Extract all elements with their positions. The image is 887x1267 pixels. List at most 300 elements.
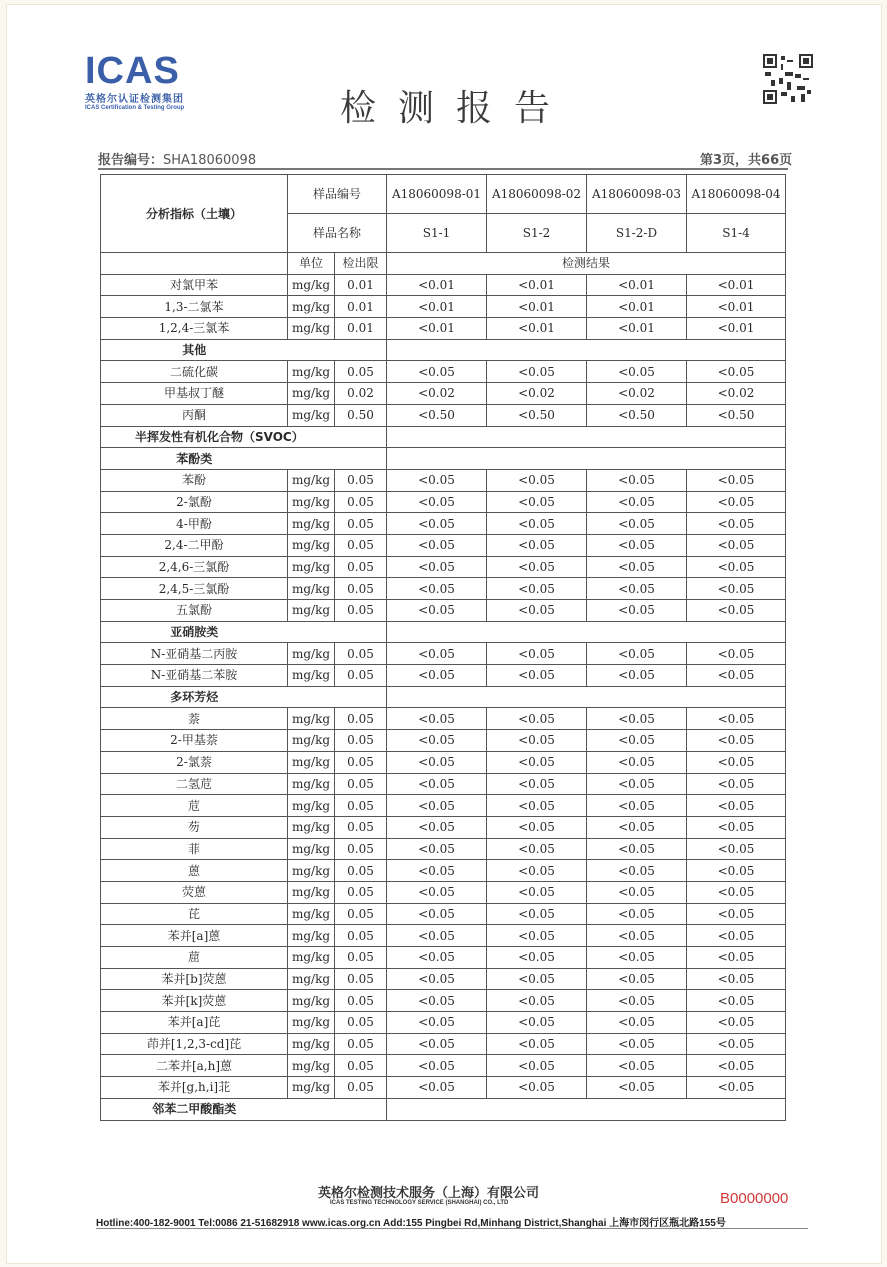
section-title: 其他 — [101, 339, 288, 361]
analyte-row — [101, 534, 786, 556]
analyte-name: 二硫化碳 — [101, 361, 288, 383]
analyte-name: 对氯甲苯 — [101, 274, 288, 296]
result-value: <0.05 — [387, 968, 487, 990]
result-value: <0.05 — [487, 1012, 587, 1034]
empty-cell — [288, 621, 335, 643]
analyte-row — [101, 556, 786, 578]
section-title: 多环芳烃 — [101, 686, 288, 708]
result-value: <0.50 — [487, 404, 587, 426]
result-value: <0.05 — [587, 990, 687, 1012]
result-value: <0.01 — [587, 296, 687, 318]
analyte-row — [101, 925, 786, 947]
analyte-name: 苊 — [101, 795, 288, 817]
result-value: <0.05 — [387, 513, 487, 535]
detection-limit: 0.05 — [335, 795, 387, 817]
result-value: <0.05 — [687, 925, 786, 947]
unit: mg/kg — [288, 751, 335, 773]
analyte-name: 五氯酚 — [101, 600, 288, 622]
page-indicator: 第3页，共66页 — [700, 153, 793, 168]
result-value: <0.05 — [387, 708, 487, 730]
section-row — [101, 621, 786, 643]
result-value: <0.05 — [387, 469, 487, 491]
result-value: <0.05 — [487, 534, 587, 556]
result-value: <0.05 — [387, 643, 487, 665]
unit: mg/kg — [288, 361, 335, 383]
empty-cell — [335, 448, 387, 470]
result-value: <0.05 — [687, 534, 786, 556]
detection-limit: 0.05 — [335, 881, 387, 903]
analyte-name: 2,4,6-三氯酚 — [101, 556, 288, 578]
result-value: <0.05 — [387, 838, 487, 860]
analyte-row — [101, 296, 786, 318]
unit: mg/kg — [288, 578, 335, 600]
result-value: <0.05 — [387, 773, 487, 795]
detection-limit: 0.01 — [335, 318, 387, 340]
detection-limit: 0.05 — [335, 643, 387, 665]
analyte-name: N-亚硝基二苯胺 — [101, 665, 288, 687]
result-value: <0.05 — [487, 795, 587, 817]
detection-limit: 0.05 — [335, 816, 387, 838]
result-value: <0.05 — [587, 513, 687, 535]
detection-limit: 0.05 — [335, 491, 387, 513]
contact-info: Hotline:400-182-9001 Tel:0086 21-51682918 www.icas.org.cn Add:155 Pingbei Rd,Minhang District,Shanghai 上海市闵行区瓶北路155号 — [96, 1218, 726, 1229]
serial-number: B0000000 — [720, 1190, 789, 1207]
analyte-name: 苯酚 — [101, 469, 288, 491]
analyte-row — [101, 795, 786, 817]
unit: mg/kg — [288, 404, 335, 426]
result-value: <0.05 — [587, 600, 687, 622]
result-value: <0.05 — [587, 751, 687, 773]
result-value: <0.05 — [687, 665, 786, 687]
logo-chinese-name: 英格尔认证检测集团 — [85, 94, 184, 105]
result-value: <0.05 — [687, 1033, 786, 1055]
result-value: <0.05 — [587, 773, 687, 795]
result-value: <0.05 — [387, 730, 487, 752]
result-value: <0.01 — [687, 318, 786, 340]
result-value: <0.05 — [487, 881, 587, 903]
detection-limit: 0.50 — [335, 404, 387, 426]
analyte-name: 2,4-二甲酚 — [101, 534, 288, 556]
analyte-row — [101, 1012, 786, 1034]
unit: mg/kg — [288, 491, 335, 513]
result-value: <0.05 — [387, 881, 487, 903]
empty-cell — [288, 339, 335, 361]
empty-cell — [387, 621, 786, 643]
detection-limit: 0.05 — [335, 947, 387, 969]
result-value: <0.05 — [687, 643, 786, 665]
analyte-name: 2-氯萘 — [101, 751, 288, 773]
result-value: <0.05 — [487, 361, 587, 383]
sample-id: A18060098-02 — [487, 175, 587, 214]
result-value: <0.01 — [687, 296, 786, 318]
section-row — [101, 686, 786, 708]
company-name-cn: 英格尔检测技术服务（上海）有限公司 — [318, 1186, 540, 1201]
detection-limit: 0.05 — [335, 838, 387, 860]
empty-cell — [288, 448, 335, 470]
analyte-row — [101, 903, 786, 925]
unit: mg/kg — [288, 838, 335, 860]
result-value: <0.05 — [387, 925, 487, 947]
logo-english-name: ICAS Certification & Testing Group — [85, 105, 185, 111]
unit: mg/kg — [288, 274, 335, 296]
result-value: <0.05 — [487, 838, 587, 860]
result-value: <0.05 — [387, 491, 487, 513]
result-value: <0.05 — [387, 751, 487, 773]
unit: mg/kg — [288, 296, 335, 318]
result-value: <0.05 — [387, 556, 487, 578]
unit: mg/kg — [288, 469, 335, 491]
unit: mg/kg — [288, 665, 335, 687]
result-value: <0.05 — [487, 513, 587, 535]
detection-limit: 0.05 — [335, 773, 387, 795]
result-value: <0.05 — [587, 860, 687, 882]
empty-cell — [387, 686, 786, 708]
detection-limit: 0.05 — [335, 708, 387, 730]
result-value: <0.05 — [687, 578, 786, 600]
result-value: <0.05 — [387, 600, 487, 622]
detection-limit: 0.05 — [335, 903, 387, 925]
detection-limit: 0.05 — [335, 1012, 387, 1034]
header-divider — [98, 168, 788, 170]
analyte-name: 芴 — [101, 816, 288, 838]
section-title: 亚硝胺类 — [101, 621, 288, 643]
result-value: <0.05 — [387, 1055, 487, 1077]
result-value: <0.05 — [387, 947, 487, 969]
result-value: <0.05 — [387, 860, 487, 882]
detection-limit: 0.05 — [335, 665, 387, 687]
result-value: <0.05 — [687, 773, 786, 795]
result-value: <0.05 — [587, 578, 687, 600]
analyte-name: 蒽 — [101, 860, 288, 882]
result-value: <0.05 — [687, 361, 786, 383]
analyte-row — [101, 730, 786, 752]
unit: mg/kg — [288, 708, 335, 730]
analyte-row — [101, 1033, 786, 1055]
result-value: <0.05 — [487, 816, 587, 838]
result-value: <0.05 — [487, 860, 587, 882]
unit: mg/kg — [288, 990, 335, 1012]
unit: mg/kg — [288, 968, 335, 990]
result-value: <0.05 — [587, 491, 687, 513]
result-value: <0.05 — [587, 881, 687, 903]
analyte-name: 苯并[a]蒽 — [101, 925, 288, 947]
result-value: <0.05 — [687, 838, 786, 860]
detection-limit: 0.05 — [335, 860, 387, 882]
detection-limit: 0.01 — [335, 274, 387, 296]
analyte-name: 1,2,4-三氯苯 — [101, 318, 288, 340]
analyte-name: 二氢苊 — [101, 773, 288, 795]
sample-name-label: 样品名称 — [288, 214, 387, 253]
result-value: <0.05 — [487, 751, 587, 773]
section-title: 邻苯二甲酸酯类 — [101, 1098, 288, 1120]
result-value: <0.05 — [687, 556, 786, 578]
analyte-name: 苯并[b]荧蒽 — [101, 968, 288, 990]
result-value: <0.05 — [687, 1055, 786, 1077]
analyte-row — [101, 643, 786, 665]
section-row — [101, 1098, 786, 1120]
result-value: <0.05 — [487, 925, 587, 947]
analyte-name: 萘 — [101, 708, 288, 730]
result-value: <0.05 — [487, 968, 587, 990]
result-header: 检测结果 — [387, 253, 786, 275]
result-value: <0.05 — [587, 1077, 687, 1099]
analyte-row — [101, 361, 786, 383]
result-value: <0.05 — [687, 903, 786, 925]
empty-cell — [387, 1098, 786, 1120]
analyte-row — [101, 469, 786, 491]
result-value: <0.05 — [487, 469, 587, 491]
analyte-row — [101, 751, 786, 773]
unit: mg/kg — [288, 643, 335, 665]
result-value: <0.05 — [587, 708, 687, 730]
result-value: <0.05 — [387, 361, 487, 383]
results-table — [100, 174, 786, 1121]
result-value: <0.50 — [687, 404, 786, 426]
detection-limit: 0.05 — [335, 990, 387, 1012]
empty-cell — [335, 339, 387, 361]
analyte-row — [101, 513, 786, 535]
analyte-row — [101, 665, 786, 687]
analyte-name: 䓛 — [101, 947, 288, 969]
sample-name: S1-4 — [687, 214, 786, 253]
detection-limit: 0.05 — [335, 1055, 387, 1077]
result-value: <0.05 — [387, 665, 487, 687]
empty-cell — [387, 448, 786, 470]
result-value: <0.05 — [487, 947, 587, 969]
result-value: <0.05 — [587, 968, 687, 990]
result-value: <0.05 — [487, 556, 587, 578]
analyte-name: 茚并[1,2,3-cd]芘 — [101, 1033, 288, 1055]
result-value: <0.05 — [687, 600, 786, 622]
result-value: <0.50 — [387, 404, 487, 426]
logo-mark: ICAS — [85, 50, 180, 92]
result-value: <0.50 — [587, 404, 687, 426]
sample-number-label: 样品编号 — [288, 175, 387, 214]
sample-number-row — [101, 175, 786, 214]
company-logo — [85, 52, 184, 111]
sample-id: A18060098-01 — [387, 175, 487, 214]
qr-code-icon — [763, 54, 813, 104]
corner-label: 分析指标（土壤） — [101, 175, 288, 253]
analyte-row — [101, 1055, 786, 1077]
unit: mg/kg — [288, 795, 335, 817]
unit: mg/kg — [288, 1077, 335, 1099]
result-value: <0.05 — [687, 1012, 786, 1034]
detection-limit: 0.05 — [335, 361, 387, 383]
result-value: <0.01 — [387, 318, 487, 340]
company-name-en: ICAS TESTING TECHNOLOGY SERVICE (SHANGHAI) CO., LTD — [330, 1200, 509, 1206]
unit: mg/kg — [288, 881, 335, 903]
section-row — [101, 339, 786, 361]
empty-cell — [335, 686, 387, 708]
analyte-name: 菲 — [101, 838, 288, 860]
section-row — [101, 426, 786, 448]
result-value: <0.05 — [487, 600, 587, 622]
result-value: <0.05 — [687, 968, 786, 990]
unit: mg/kg — [288, 318, 335, 340]
result-value: <0.05 — [387, 903, 487, 925]
detection-limit: 0.05 — [335, 469, 387, 491]
result-value: <0.05 — [387, 816, 487, 838]
analyte-name: 二苯并[a,h]蒽 — [101, 1055, 288, 1077]
result-value: <0.05 — [587, 1055, 687, 1077]
section-row — [101, 448, 786, 470]
section-title: 苯酚类 — [101, 448, 288, 470]
unit: mg/kg — [288, 556, 335, 578]
report-number-value: SHA18060098 — [163, 153, 257, 168]
result-value: <0.05 — [487, 491, 587, 513]
analyte-row — [101, 816, 786, 838]
result-value: <0.05 — [387, 795, 487, 817]
unit: mg/kg — [288, 816, 335, 838]
result-value: <0.05 — [387, 990, 487, 1012]
unit: mg/kg — [288, 1055, 335, 1077]
result-value: <0.01 — [487, 274, 587, 296]
result-value: <0.05 — [687, 990, 786, 1012]
result-value: <0.05 — [587, 534, 687, 556]
analyte-name: 苯并[k]荧蒽 — [101, 990, 288, 1012]
unit-header-row — [101, 253, 786, 275]
analyte-row — [101, 773, 786, 795]
sample-id: A18060098-03 — [587, 175, 687, 214]
sample-name: S1-2-D — [587, 214, 687, 253]
result-value: <0.05 — [687, 881, 786, 903]
result-value: <0.05 — [587, 903, 687, 925]
result-value: <0.05 — [487, 578, 587, 600]
sample-name: S1-2 — [487, 214, 587, 253]
section-title: 半挥发性有机化合物（SVOC） — [101, 426, 387, 448]
result-value: <0.05 — [687, 795, 786, 817]
result-value: <0.05 — [487, 665, 587, 687]
unit: mg/kg — [288, 730, 335, 752]
unit: mg/kg — [288, 1033, 335, 1055]
result-value: <0.05 — [587, 795, 687, 817]
result-value: <0.05 — [487, 1077, 587, 1099]
analyte-row — [101, 968, 786, 990]
result-value: <0.05 — [387, 578, 487, 600]
analyte-row — [101, 383, 786, 405]
unit: mg/kg — [288, 947, 335, 969]
limit-header: 检出限 — [335, 253, 387, 275]
analyte-name: 4-甲酚 — [101, 513, 288, 535]
detection-limit: 0.05 — [335, 600, 387, 622]
result-value: <0.01 — [387, 274, 487, 296]
analyte-row — [101, 600, 786, 622]
result-value: <0.02 — [687, 383, 786, 405]
analyte-row — [101, 947, 786, 969]
empty-cell — [288, 1098, 335, 1120]
result-value: <0.01 — [587, 274, 687, 296]
detection-limit: 0.05 — [335, 556, 387, 578]
sample-id: A18060098-04 — [687, 175, 786, 214]
result-value: <0.05 — [487, 643, 587, 665]
detection-limit: 0.05 — [335, 513, 387, 535]
report-number — [98, 149, 256, 168]
analyte-row — [101, 1077, 786, 1099]
result-value: <0.01 — [387, 296, 487, 318]
result-value: <0.05 — [587, 925, 687, 947]
result-value: <0.05 — [587, 838, 687, 860]
analyte-row — [101, 990, 786, 1012]
result-value: <0.01 — [687, 274, 786, 296]
result-value: <0.05 — [487, 773, 587, 795]
detection-limit: 0.05 — [335, 925, 387, 947]
analyte-name: N-亚硝基二丙胺 — [101, 643, 288, 665]
analyte-row — [101, 318, 786, 340]
unit-header: 单位 — [288, 253, 335, 275]
analyte-name: 2-甲基萘 — [101, 730, 288, 752]
unit: mg/kg — [288, 860, 335, 882]
result-value: <0.05 — [687, 1077, 786, 1099]
result-value: <0.05 — [587, 665, 687, 687]
detection-limit: 0.05 — [335, 730, 387, 752]
analyte-name: 2,4,5-三氯酚 — [101, 578, 288, 600]
unit: mg/kg — [288, 773, 335, 795]
empty-cell — [288, 686, 335, 708]
analyte-row — [101, 274, 786, 296]
analyte-row — [101, 708, 786, 730]
result-value: <0.05 — [387, 534, 487, 556]
result-value: <0.05 — [587, 730, 687, 752]
analyte-name: 甲基叔丁醚 — [101, 383, 288, 405]
result-value: <0.05 — [487, 730, 587, 752]
unit: mg/kg — [288, 534, 335, 556]
detection-limit: 0.05 — [335, 1077, 387, 1099]
analyte-name: 丙酮 — [101, 404, 288, 426]
result-value: <0.05 — [587, 1033, 687, 1055]
result-value: <0.05 — [487, 903, 587, 925]
result-value: <0.05 — [687, 947, 786, 969]
unit: mg/kg — [288, 513, 335, 535]
unit: mg/kg — [288, 600, 335, 622]
report-title: 检测报告 — [340, 88, 573, 129]
analyte-row — [101, 578, 786, 600]
result-value: <0.05 — [587, 361, 687, 383]
result-value: <0.05 — [687, 469, 786, 491]
analyte-row — [101, 491, 786, 513]
detection-limit: 0.05 — [335, 1033, 387, 1055]
unit: mg/kg — [288, 903, 335, 925]
result-value: <0.05 — [687, 708, 786, 730]
result-value: <0.05 — [387, 1077, 487, 1099]
sample-name: S1-1 — [387, 214, 487, 253]
result-value: <0.02 — [487, 383, 587, 405]
report-number-label: 报告编号： — [98, 153, 164, 168]
result-value: <0.05 — [587, 1012, 687, 1034]
result-value: <0.02 — [387, 383, 487, 405]
detection-limit: 0.05 — [335, 751, 387, 773]
result-value: <0.05 — [687, 513, 786, 535]
detection-limit: 0.05 — [335, 534, 387, 556]
analyte-name: 1,3-二氯苯 — [101, 296, 288, 318]
result-value: <0.05 — [487, 1055, 587, 1077]
result-value: <0.01 — [487, 318, 587, 340]
result-value: <0.05 — [687, 816, 786, 838]
detection-limit: 0.02 — [335, 383, 387, 405]
result-value: <0.05 — [387, 1012, 487, 1034]
analyte-row — [101, 860, 786, 882]
unit: mg/kg — [288, 925, 335, 947]
result-value: <0.01 — [487, 296, 587, 318]
result-value: <0.01 — [587, 318, 687, 340]
detection-limit: 0.01 — [335, 296, 387, 318]
result-value: <0.05 — [587, 469, 687, 491]
result-value: <0.05 — [687, 751, 786, 773]
analyte-row — [101, 881, 786, 903]
result-value: <0.05 — [487, 708, 587, 730]
empty-cell — [387, 339, 786, 361]
detection-limit: 0.05 — [335, 578, 387, 600]
